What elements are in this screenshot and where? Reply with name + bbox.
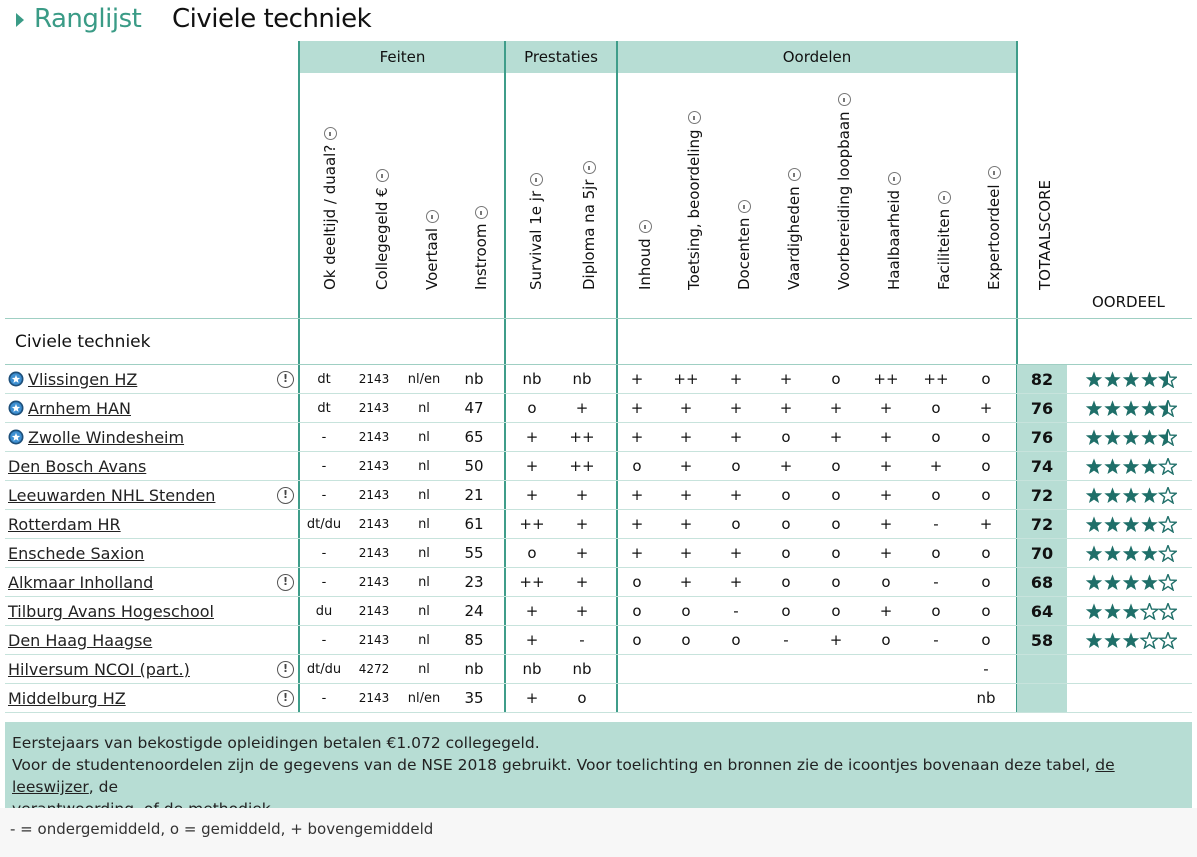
- info-icon[interactable]: [324, 127, 337, 140]
- cell-survival: nb: [522, 660, 542, 678]
- cell-diploma: +: [575, 602, 589, 620]
- cell-docenten: +: [729, 399, 743, 417]
- total-score: [1017, 655, 1067, 684]
- star-rating: [1085, 545, 1177, 562]
- institution-link[interactable]: Tilburg Avans Hogeschool: [8, 602, 214, 621]
- cell-docenten: -: [733, 602, 739, 620]
- cell-instroom: 65: [464, 428, 484, 446]
- cell-inhoud: [612, 684, 662, 713]
- legend: - = ondergemiddeld, o = gemiddeld, + bovengemiddeld: [10, 820, 434, 838]
- total-score: 58: [1030, 631, 1054, 650]
- cell-vaard: o: [781, 544, 791, 562]
- cell-survival: o: [527, 544, 537, 562]
- cell-docenten: +: [729, 428, 743, 446]
- cell-expert: o: [981, 573, 991, 591]
- star-rating: [1085, 400, 1177, 417]
- cell-loopbaan: o: [831, 486, 841, 504]
- star-empty-icon: [1160, 603, 1176, 619]
- cell-toetsing: +: [679, 428, 693, 446]
- cell-geld: 4272: [358, 662, 390, 676]
- star-full-icon: [1086, 371, 1102, 387]
- star-empty-icon: [1160, 487, 1176, 503]
- star-rating: [1085, 429, 1177, 446]
- title-bar: [0, 0, 1197, 42]
- cell-haalb: +: [879, 399, 893, 417]
- star-full-icon: [1086, 574, 1102, 590]
- info-box: [5, 722, 1192, 808]
- cell-inhoud: o: [632, 573, 642, 591]
- star-full-icon: [1086, 632, 1102, 648]
- cell-geld: 2143: [358, 488, 390, 502]
- cell-dt: dt: [317, 401, 331, 416]
- total-score: 76: [1030, 428, 1054, 447]
- chevron-right-icon: [16, 13, 24, 27]
- cell-docenten: o: [731, 515, 741, 533]
- cell-taal: nl: [418, 546, 430, 561]
- cell-expert: +: [979, 399, 993, 417]
- table-row: [5, 452, 1192, 481]
- institution-link[interactable]: Middelburg HZ: [8, 689, 126, 708]
- warning-icon[interactable]: !: [277, 690, 294, 707]
- total-score: 68: [1030, 573, 1054, 592]
- cell-diploma: -: [579, 631, 585, 649]
- table-row: [5, 481, 1192, 510]
- cell-inhoud: +: [630, 399, 644, 417]
- cell-survival: ++: [519, 515, 545, 533]
- institution-link[interactable]: Den Bosch Avans: [8, 457, 147, 476]
- total-score: 70: [1030, 544, 1054, 563]
- cell-toetsing: +: [679, 515, 693, 533]
- cell-facil: ++: [923, 370, 949, 388]
- cell-dt: du: [315, 604, 333, 619]
- cell-dt: dt/du: [306, 662, 342, 677]
- cell-vaard: o: [781, 486, 791, 504]
- cell-facil: [911, 684, 961, 713]
- table-row: [5, 539, 1192, 568]
- star-empty-icon: [1160, 545, 1176, 561]
- star-full-icon: [1086, 429, 1102, 445]
- cell-diploma: o: [577, 689, 587, 707]
- star-full-icon: [1141, 516, 1157, 532]
- cell-geld: 2143: [358, 517, 390, 531]
- cell-haalb: [861, 684, 911, 713]
- cell-dt: -: [321, 488, 327, 503]
- cell-taal: nl: [418, 459, 430, 474]
- warning-icon[interactable]: !: [277, 661, 294, 678]
- cell-vaard: -: [783, 631, 789, 649]
- cell-diploma: nb: [572, 370, 592, 388]
- cell-loopbaan: o: [831, 370, 841, 388]
- cell-loopbaan: [811, 655, 861, 684]
- cell-facil: o: [931, 399, 941, 417]
- cell-loopbaan: [811, 684, 861, 713]
- cell-geld: 2143: [358, 372, 390, 386]
- info-icon[interactable]: [376, 169, 389, 182]
- cell-taal: nl: [418, 488, 430, 503]
- cell-taal: nl: [418, 401, 430, 416]
- cell-haalb: +: [879, 428, 893, 446]
- star-full-icon: [1104, 545, 1120, 561]
- star-full-icon: [1141, 458, 1157, 474]
- table-row: [5, 423, 1192, 452]
- cell-expert: -: [983, 660, 989, 678]
- cell-diploma: +: [575, 399, 589, 417]
- cell-instroom: 24: [464, 602, 484, 620]
- institution-link[interactable]: Rotterdam HR: [8, 515, 121, 534]
- star-full-icon: [1123, 574, 1139, 590]
- cell-instroom: 21: [464, 486, 484, 504]
- institution-link[interactable]: Enschede Saxion: [8, 544, 145, 563]
- cell-geld: 2143: [358, 459, 390, 473]
- cell-facil: o: [931, 428, 941, 446]
- institution-link[interactable]: Zwolle Windesheim: [28, 428, 185, 447]
- award-badge-icon: [8, 429, 24, 445]
- info-icon[interactable]: [639, 220, 652, 233]
- info-icon[interactable]: [988, 166, 1001, 179]
- cell-docenten: +: [729, 370, 743, 388]
- cell-survival: +: [525, 689, 539, 707]
- cell-facil: o: [931, 486, 941, 504]
- cell-loopbaan: o: [831, 457, 841, 475]
- cell-instroom: 61: [464, 515, 484, 533]
- cell-geld: 2143: [358, 633, 390, 647]
- star-full-icon: [1104, 458, 1120, 474]
- cell-loopbaan: o: [831, 515, 841, 533]
- star-full-icon: [1141, 545, 1157, 561]
- star-full-icon: [1086, 603, 1102, 619]
- info-line-1: Eerstejaars van bekostigde opleidingen betalen €1.072 collegegeld.: [12, 734, 540, 752]
- cell-expert: o: [981, 370, 991, 388]
- warning-icon[interactable]: !: [277, 371, 294, 388]
- cell-haalb: +: [879, 486, 893, 504]
- star-rating: [1085, 632, 1177, 649]
- cell-haalb: o: [881, 573, 891, 591]
- cell-instroom: 35: [464, 689, 484, 707]
- cell-toetsing: +: [679, 457, 693, 475]
- cell-expert: o: [981, 602, 991, 620]
- cell-instroom: nb: [464, 660, 484, 678]
- cell-expert: o: [981, 428, 991, 446]
- oordeel-header: OORDEEL: [1092, 293, 1165, 311]
- star-rating: [1085, 487, 1177, 504]
- ranglijst-link[interactable]: Ranglijst: [34, 4, 142, 34]
- cell-inhoud: o: [632, 457, 642, 475]
- cell-inhoud: +: [630, 515, 644, 533]
- cell-toetsing: +: [679, 544, 693, 562]
- cell-docenten: o: [731, 631, 741, 649]
- institution-link[interactable]: Alkmaar Inholland: [8, 573, 154, 592]
- table-row: [5, 510, 1192, 539]
- star-full-icon: [1104, 603, 1120, 619]
- cell-survival: +: [525, 486, 539, 504]
- cell-geld: 2143: [358, 401, 390, 415]
- total-score: 74: [1030, 457, 1054, 476]
- cell-vaard: o: [781, 428, 791, 446]
- star-full-icon: [1141, 400, 1157, 416]
- star-full-icon: [1141, 429, 1157, 445]
- cell-loopbaan: +: [829, 631, 843, 649]
- cell-taal: nl: [418, 575, 430, 590]
- star-rating: [1085, 371, 1177, 388]
- row-divider: [5, 712, 1192, 713]
- star-full-icon: [1123, 429, 1139, 445]
- cell-expert: o: [981, 486, 991, 504]
- cell-instroom: 23: [464, 573, 484, 591]
- cell-expert: o: [981, 544, 991, 562]
- cell-loopbaan: +: [829, 399, 843, 417]
- cell-diploma: +: [575, 486, 589, 504]
- table-row: [5, 655, 1192, 684]
- cell-docenten: [711, 655, 761, 684]
- cell-docenten: [711, 684, 761, 713]
- institution-link[interactable]: Hilversum NCOI (part.): [8, 660, 190, 679]
- star-full-icon: [1123, 516, 1139, 532]
- cell-vaard: o: [781, 573, 791, 591]
- total-score: [1017, 684, 1067, 713]
- star-full-icon: [1086, 487, 1102, 503]
- cell-facil: -: [933, 515, 939, 533]
- cell-toetsing: [661, 655, 711, 684]
- star-full-icon: [1086, 400, 1102, 416]
- cell-taal: nl: [418, 604, 430, 619]
- star-full-icon: [1123, 371, 1139, 387]
- cell-haalb: +: [879, 602, 893, 620]
- cell-haalb: +: [879, 457, 893, 475]
- info-icon[interactable]: [530, 173, 543, 186]
- star-full-icon: [1123, 458, 1139, 474]
- cell-toetsing: +: [679, 399, 693, 417]
- cell-vaard: +: [779, 457, 793, 475]
- section-title: Civiele techniek: [15, 332, 151, 352]
- cell-haalb: +: [879, 515, 893, 533]
- cell-haalb: ++: [873, 370, 899, 388]
- table-row: [5, 394, 1192, 423]
- warning-icon[interactable]: !: [277, 574, 294, 591]
- star-empty-icon: [1141, 632, 1157, 648]
- cell-instroom: 55: [464, 544, 484, 562]
- star-rating: [1085, 458, 1177, 475]
- cell-taal: nl: [418, 662, 430, 677]
- cell-geld: 2143: [358, 430, 390, 444]
- divider: [5, 318, 1192, 319]
- info-icon[interactable]: [738, 200, 751, 213]
- cell-survival: +: [525, 457, 539, 475]
- cell-inhoud: +: [630, 486, 644, 504]
- cell-vaard: [761, 684, 811, 713]
- star-empty-icon: [1160, 458, 1176, 474]
- institution-link[interactable]: Leeuwarden NHL Stenden: [8, 486, 216, 505]
- star-full-icon: [1123, 632, 1139, 648]
- star-full-icon: [1141, 487, 1157, 503]
- cell-inhoud: [612, 655, 662, 684]
- cell-taal: nl: [418, 633, 430, 648]
- star-full-icon: [1104, 429, 1120, 445]
- cell-survival: o: [527, 399, 537, 417]
- group-prestaties: Prestaties: [506, 41, 616, 73]
- cell-dt: -: [321, 430, 327, 445]
- star-full-icon: [1123, 603, 1139, 619]
- cell-expert: o: [981, 631, 991, 649]
- cell-instroom: 85: [464, 631, 484, 649]
- cell-instroom: 47: [464, 399, 484, 417]
- cell-inhoud: +: [630, 544, 644, 562]
- cell-facil: +: [929, 457, 943, 475]
- cell-vaard: +: [779, 370, 793, 388]
- cell-dt: -: [321, 633, 327, 648]
- star-rating: [1085, 516, 1177, 533]
- info-icon[interactable]: [838, 93, 851, 106]
- leeswijzer-link[interactable]: de leeswijzer: [12, 756, 1115, 796]
- star-full-icon: [1086, 545, 1102, 561]
- award-badge-icon: [8, 400, 24, 416]
- cell-docenten: +: [729, 573, 743, 591]
- cell-loopbaan: +: [829, 428, 843, 446]
- info-icon[interactable]: [788, 168, 801, 181]
- cell-dt: -: [321, 546, 327, 561]
- star-empty-icon: [1160, 574, 1176, 590]
- cell-facil: [911, 655, 961, 684]
- star-rating: [1085, 603, 1177, 620]
- cell-inhoud: o: [632, 631, 642, 649]
- cell-vaard: o: [781, 515, 791, 533]
- cell-instroom: nb: [464, 370, 484, 388]
- star-full-icon: [1104, 400, 1120, 416]
- star-full-icon: [1104, 632, 1120, 648]
- cell-loopbaan: o: [831, 602, 841, 620]
- cell-instroom: 50: [464, 457, 484, 475]
- table-row: [5, 597, 1192, 626]
- table-row: [5, 568, 1192, 597]
- institution-link[interactable]: Den Haag Haagse: [8, 631, 153, 650]
- star-rating: [1085, 574, 1177, 591]
- cell-docenten: o: [731, 457, 741, 475]
- table-row: [5, 684, 1192, 713]
- cell-docenten: +: [729, 544, 743, 562]
- star-empty-icon: [1160, 632, 1176, 648]
- star-full-icon: [1086, 458, 1102, 474]
- cell-inhoud: +: [630, 370, 644, 388]
- cell-expert: +: [979, 515, 993, 533]
- cell-survival: nb: [522, 370, 542, 388]
- cell-toetsing: [661, 684, 711, 713]
- star-full-icon: [1123, 545, 1139, 561]
- star-full-icon: [1141, 574, 1157, 590]
- cell-vaard: +: [779, 399, 793, 417]
- star-full-icon: [1104, 574, 1120, 590]
- cell-survival: +: [525, 602, 539, 620]
- cell-facil: -: [933, 573, 939, 591]
- cell-haalb: o: [881, 631, 891, 649]
- institution-link[interactable]: Vlissingen HZ: [28, 370, 138, 389]
- cell-toetsing: ++: [673, 370, 699, 388]
- cell-haalb: +: [879, 544, 893, 562]
- star-full-icon: [1104, 487, 1120, 503]
- page-title: Civiele techniek: [172, 4, 372, 34]
- total-score: 72: [1030, 515, 1054, 534]
- total-score: 76: [1030, 399, 1054, 418]
- cell-inhoud: o: [632, 602, 642, 620]
- cell-vaard: o: [781, 602, 791, 620]
- total-score: 72: [1030, 486, 1054, 505]
- info-icon[interactable]: [426, 210, 439, 223]
- cell-diploma: +: [575, 573, 589, 591]
- cell-taal: nl/en: [407, 691, 441, 706]
- total-score: 82: [1030, 370, 1054, 389]
- info-icon[interactable]: [475, 206, 488, 219]
- cell-survival: +: [525, 631, 539, 649]
- cell-dt: dt: [317, 372, 331, 387]
- cell-taal: nl: [418, 517, 430, 532]
- cell-dt: -: [321, 691, 327, 706]
- info-icon[interactable]: [888, 172, 901, 185]
- star-full-icon: [1123, 487, 1139, 503]
- cell-geld: 2143: [358, 575, 390, 589]
- cell-inhoud: +: [630, 428, 644, 446]
- star-full-icon: [1104, 371, 1120, 387]
- cell-diploma: ++: [569, 428, 595, 446]
- cell-toetsing: o: [681, 631, 691, 649]
- cell-toetsing: +: [679, 486, 693, 504]
- cell-toetsing: o: [681, 602, 691, 620]
- institution-link[interactable]: Arnhem HAN: [28, 399, 131, 418]
- info-icon[interactable]: [688, 111, 701, 124]
- cell-dt: -: [321, 575, 327, 590]
- cell-diploma: +: [575, 544, 589, 562]
- cell-geld: 2143: [358, 546, 390, 560]
- cell-dt: -: [321, 459, 327, 474]
- cell-docenten: +: [729, 486, 743, 504]
- cell-toetsing: +: [679, 573, 693, 591]
- info-line-2: Voor de studentenoordelen zijn de gegevens van de NSE 2018 gebruikt. Voor toelichting en bronnen zie de icoontjes bovenaan deze tabel, de leeswijzer, de: [12, 756, 1115, 796]
- cell-geld: 2143: [358, 604, 390, 618]
- star-full-icon: [1123, 400, 1139, 416]
- cell-loopbaan: o: [831, 544, 841, 562]
- group-oordelen: Oordelen: [618, 41, 1016, 73]
- star-full-icon: [1141, 371, 1157, 387]
- info-icon[interactable]: [938, 191, 951, 204]
- star-full-icon: [1104, 516, 1120, 532]
- cell-vaard: [761, 655, 811, 684]
- cell-diploma: ++: [569, 457, 595, 475]
- cell-survival: +: [525, 428, 539, 446]
- table-row: [5, 365, 1192, 394]
- cell-facil: o: [931, 602, 941, 620]
- cell-facil: -: [933, 631, 939, 649]
- star-full-icon: [1086, 516, 1102, 532]
- cell-expert: o: [981, 457, 991, 475]
- cell-haalb: [861, 655, 911, 684]
- cell-loopbaan: o: [831, 573, 841, 591]
- cell-diploma: +: [575, 515, 589, 533]
- star-empty-icon: [1141, 603, 1157, 619]
- warning-icon[interactable]: !: [277, 487, 294, 504]
- table-row: [5, 626, 1192, 655]
- award-badge-icon: [8, 371, 24, 387]
- cell-facil: o: [931, 544, 941, 562]
- cell-dt: dt/du: [306, 517, 342, 532]
- cell-expert: nb: [976, 689, 996, 707]
- total-score: 64: [1030, 602, 1054, 621]
- cell-survival: ++: [519, 573, 545, 591]
- star-empty-icon: [1160, 516, 1176, 532]
- cell-taal: nl: [418, 430, 430, 445]
- cell-taal: nl/en: [407, 372, 441, 387]
- group-feiten: Feiten: [300, 41, 505, 73]
- cell-geld: 2143: [358, 691, 390, 705]
- info-icon[interactable]: [583, 161, 596, 174]
- cell-diploma: nb: [572, 660, 592, 678]
